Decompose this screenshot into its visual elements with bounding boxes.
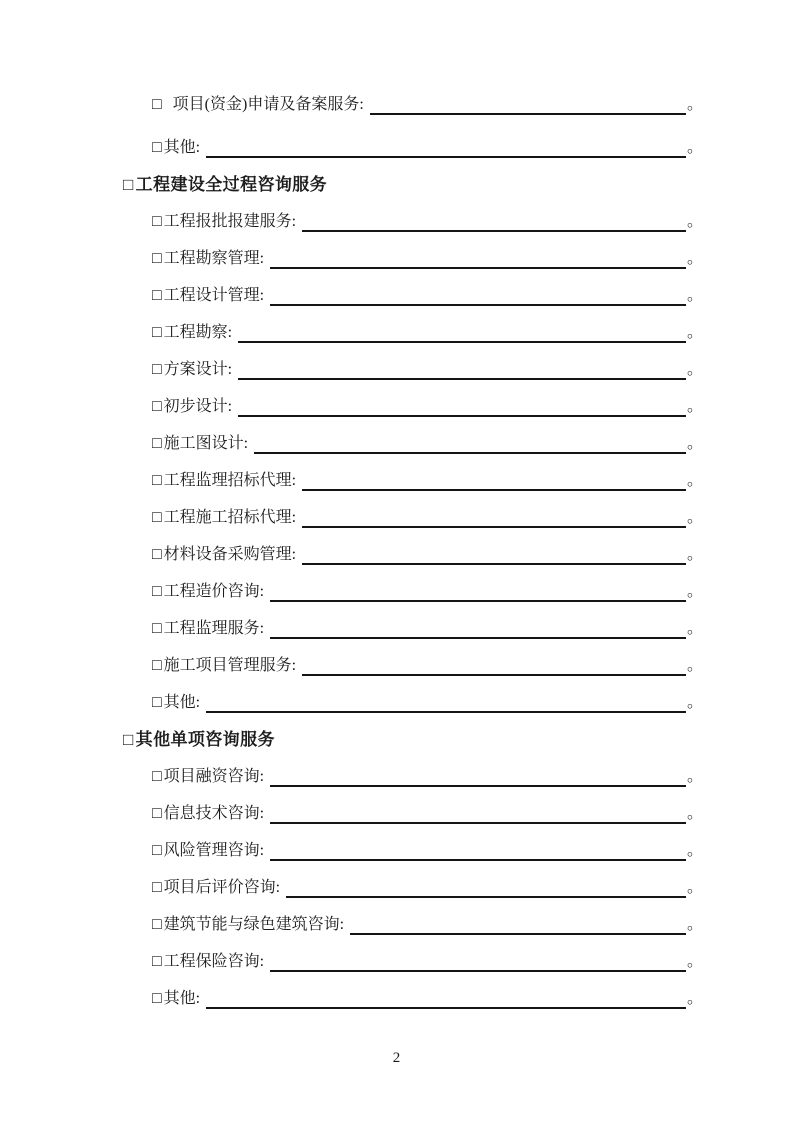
- sentence-terminator: 。: [686, 361, 703, 378]
- field-label-group: [152, 869, 280, 906]
- checkbox-icon[interactable]: □: [152, 139, 162, 156]
- field-label: 初步设计:: [163, 398, 233, 415]
- field-label-group: [152, 351, 232, 388]
- checkbox-icon[interactable]: □: [152, 546, 162, 563]
- blank-input-line[interactable]: [302, 563, 686, 565]
- sentence-terminator: 。: [686, 139, 703, 156]
- field-label-group: [152, 795, 264, 832]
- blank-input-line[interactable]: [206, 156, 686, 158]
- blank-input-line[interactable]: [238, 378, 686, 380]
- checkbox-icon[interactable]: □: [123, 730, 134, 749]
- section-heading: 其他单项咨询服务: [135, 730, 275, 749]
- field-label-group: [152, 86, 364, 123]
- sentence-terminator: 。: [686, 768, 703, 785]
- field-label: 施工项目管理服务:: [163, 657, 297, 674]
- field-label: 其他:: [163, 990, 201, 1007]
- blank-input-line[interactable]: [270, 785, 686, 787]
- field-label: 项目(资金)申请及备案服务:: [172, 96, 364, 113]
- field-label-group: [152, 425, 248, 462]
- blank-input-line[interactable]: [270, 637, 686, 639]
- form-field-row: [0, 314, 793, 351]
- field-label: 工程保险咨询:: [163, 953, 265, 970]
- sentence-terminator: 。: [686, 879, 703, 896]
- form-field-row: [0, 795, 793, 832]
- blank-input-line[interactable]: [254, 452, 686, 454]
- field-label: 其他:: [163, 139, 201, 156]
- checkbox-icon[interactable]: □: [152, 250, 162, 267]
- form-field-row: [0, 203, 793, 240]
- field-label-group: [152, 388, 232, 425]
- checkbox-icon[interactable]: □: [152, 805, 162, 822]
- field-label-group: [152, 906, 344, 943]
- form-field-row: [0, 277, 793, 314]
- field-label-group: [152, 203, 296, 240]
- field-label-group: [152, 943, 264, 980]
- blank-input-line[interactable]: [270, 822, 686, 824]
- checkbox-icon[interactable]: □: [152, 916, 162, 933]
- form-field-row: [0, 869, 793, 906]
- checkbox-icon[interactable]: □: [152, 842, 162, 859]
- field-label: 工程报批报建服务:: [163, 213, 297, 230]
- blank-input-line[interactable]: [302, 526, 686, 528]
- checkbox-icon[interactable]: □: [152, 583, 162, 600]
- field-label: 材料设备采购管理:: [163, 546, 297, 563]
- checkbox-icon[interactable]: □: [152, 96, 162, 113]
- blank-input-line[interactable]: [302, 674, 686, 676]
- checkbox-icon[interactable]: □: [152, 879, 162, 896]
- checkbox-icon[interactable]: □: [152, 509, 162, 526]
- field-label: 工程监理招标代理:: [163, 472, 297, 489]
- field-label: 其他:: [163, 694, 201, 711]
- blank-input-line[interactable]: [238, 415, 686, 417]
- form-field-row: [0, 906, 793, 943]
- checkbox-icon[interactable]: □: [152, 694, 162, 711]
- form-field-row: [0, 647, 793, 684]
- document-body: [0, 86, 793, 1017]
- page-number: 2: [392, 1050, 401, 1066]
- checkbox-icon[interactable]: □: [152, 324, 162, 341]
- field-label-group: [152, 980, 200, 1017]
- sentence-terminator: 。: [686, 805, 703, 822]
- blank-input-line[interactable]: [370, 113, 686, 115]
- checkbox-icon[interactable]: □: [152, 657, 162, 674]
- field-label-group: [152, 129, 200, 166]
- form-field-row: [0, 536, 793, 573]
- form-field-row: [0, 610, 793, 647]
- checkbox-icon[interactable]: □: [152, 953, 162, 970]
- field-label: 工程勘察管理:: [163, 250, 265, 267]
- checkbox-icon[interactable]: □: [152, 620, 162, 637]
- field-label-group: [152, 684, 200, 721]
- sentence-terminator: 。: [686, 953, 703, 970]
- blank-input-line[interactable]: [206, 711, 686, 713]
- sentence-terminator: 。: [686, 916, 703, 933]
- field-label: 项目后评价咨询:: [163, 879, 281, 896]
- section-heading-row: [0, 166, 793, 203]
- blank-input-line[interactable]: [302, 230, 686, 232]
- checkbox-icon[interactable]: □: [152, 435, 162, 452]
- blank-input-line[interactable]: [270, 859, 686, 861]
- form-field-row: [0, 240, 793, 277]
- section-heading: 工程建设全过程咨询服务: [135, 175, 328, 194]
- sentence-terminator: 。: [686, 990, 703, 1007]
- form-field-row: [0, 573, 793, 610]
- form-field-row: [0, 86, 793, 123]
- sentence-terminator: 。: [686, 620, 703, 637]
- blank-input-line[interactable]: [286, 896, 686, 898]
- field-label-group: [152, 832, 264, 869]
- blank-input-line[interactable]: [302, 489, 686, 491]
- checkbox-icon[interactable]: □: [123, 175, 134, 194]
- field-label: 工程造价咨询:: [163, 583, 265, 600]
- field-label: 项目融资咨询:: [163, 768, 265, 785]
- blank-input-line[interactable]: [270, 600, 686, 602]
- sentence-terminator: 。: [686, 398, 703, 415]
- form-field-row: [0, 462, 793, 499]
- checkbox-icon[interactable]: □: [152, 398, 162, 415]
- field-label-group: [152, 314, 232, 351]
- sentence-terminator: 。: [686, 583, 703, 600]
- sentence-terminator: 。: [686, 287, 703, 304]
- field-label: 工程勘察:: [163, 324, 233, 341]
- form-field-row: [0, 425, 793, 462]
- sentence-terminator: 。: [686, 842, 703, 859]
- form-field-row: [0, 832, 793, 869]
- sentence-terminator: 。: [686, 435, 703, 452]
- field-label: 信息技术咨询:: [163, 805, 265, 822]
- field-label-group: [152, 758, 264, 795]
- checkbox-icon[interactable]: □: [152, 287, 162, 304]
- form-field-row: [0, 980, 793, 1017]
- field-label: 工程监理服务:: [163, 620, 265, 637]
- field-label: 工程施工招标代理:: [163, 509, 297, 526]
- blank-input-line[interactable]: [270, 970, 686, 972]
- field-label-group: [152, 536, 296, 573]
- form-field-row: [0, 943, 793, 980]
- sentence-terminator: 。: [686, 546, 703, 563]
- sentence-terminator: 。: [686, 250, 703, 267]
- field-label: 工程设计管理:: [163, 287, 265, 304]
- field-label: 施工图设计:: [163, 435, 249, 452]
- field-label: 方案设计:: [163, 361, 233, 378]
- form-field-row: [0, 351, 793, 388]
- sentence-terminator: 。: [686, 213, 703, 230]
- field-label-group: [152, 647, 296, 684]
- sentence-terminator: 。: [686, 96, 703, 113]
- field-label-group: [152, 610, 264, 647]
- form-field-row: [0, 684, 793, 721]
- field-label-group: [152, 240, 264, 277]
- form-field-row: [0, 499, 793, 536]
- blank-input-line[interactable]: [270, 304, 686, 306]
- section-heading-row: [0, 721, 793, 758]
- sentence-terminator: 。: [686, 694, 703, 711]
- checkbox-icon[interactable]: □: [152, 361, 162, 378]
- blank-input-line[interactable]: [238, 341, 686, 343]
- blank-input-line[interactable]: [270, 267, 686, 269]
- field-label: 风险管理咨询:: [163, 842, 265, 859]
- checkbox-icon[interactable]: □: [152, 472, 162, 489]
- sentence-terminator: 。: [686, 472, 703, 489]
- field-label-group: [152, 277, 264, 314]
- field-label: 建筑节能与绿色建筑咨询:: [163, 916, 345, 933]
- checkbox-icon[interactable]: □: [152, 213, 162, 230]
- checkbox-icon[interactable]: □: [152, 768, 162, 785]
- blank-input-line[interactable]: [206, 1007, 686, 1009]
- checkbox-icon[interactable]: □: [152, 990, 162, 1007]
- form-field-row: [0, 758, 793, 795]
- form-field-row: [0, 129, 793, 166]
- sentence-terminator: 。: [686, 657, 703, 674]
- form-field-row: [0, 388, 793, 425]
- field-label-group: [152, 462, 296, 499]
- blank-input-line[interactable]: [350, 933, 686, 935]
- sentence-terminator: 。: [686, 509, 703, 526]
- field-label-group: [152, 573, 264, 610]
- field-label-group: [152, 499, 296, 536]
- sentence-terminator: 。: [686, 324, 703, 341]
